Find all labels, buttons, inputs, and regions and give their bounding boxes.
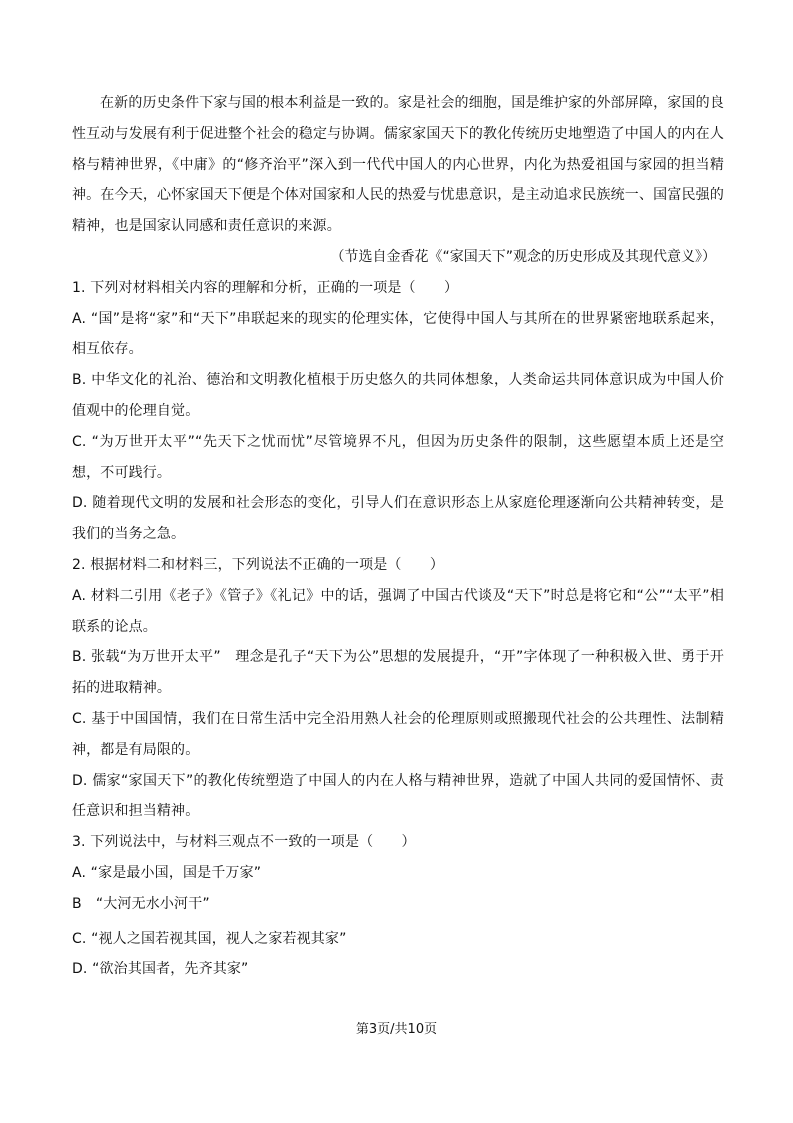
page-number-footer: 第3页/共10页	[355, 1022, 438, 1037]
option-d: D. “欲治其国者，先齐其家”	[72, 961, 249, 978]
option-b: B. 中华文化的礼治、德治和文明教化植根于历史悠久的共同体想象，人类命运共同体意识成为中国人价值观中的伦理自觉。	[72, 372, 724, 419]
question-2	[72, 550, 724, 827]
option-b: B. 张载“为万世开太平” 理念是孔子“天下为公”思想的发展提升，“开”字体现了一种积极入世、勇于开拓的进取精神。	[72, 649, 724, 697]
material-source: （节选自金香花《“家国天下”观念的历史形成及其现代意义》）	[330, 248, 716, 265]
option-b: B “大河无水小河干”	[72, 895, 210, 912]
option-d: D. 儒家“家国天下”的教化传统塑造了中国人的内在人格与精神世界，造就了中国人共同的爱国情怀、责任意识和担当精神。	[72, 772, 724, 820]
material-paragraph: 在新的历史条件下家与国的根本利益是一致的。家是社会的细胞，国是维护家的外部屏障，家国的良性互动与发展有利于促进整个社会的稳定与协调。儒家家国天下的教化传统历史地塑造了中国人的内在人格与精神世界，《中庸》的“修齐治平”深入到一代代中国人的内心世界，内化为热爱祖国与家园的担当精神。在今天，心怀家国天下便是个体对国家和人民的热爱与忧患意识，是主动追求民族统一、国富民强的精神，也是国家认同感和责任意识的来源。	[72, 95, 724, 235]
question-1	[72, 273, 724, 550]
question-3	[72, 827, 724, 985]
option-c: C. “视人之国若视其国，视人之家若视其家”	[72, 930, 347, 947]
option-a: A. “家是最小国，国是千万家”	[72, 864, 262, 881]
question-stem: 2. 根据材料二和材料三，下列说法不正确的一项是（ ）	[72, 556, 445, 573]
option-c: C. 基于中国国情，我们在日常生活中完全沿用熟人社会的伦理原则或照搬现代社会的公共理性、法制精神，都是有局限的。	[72, 710, 724, 758]
option-a: A. “国”是将“家”和“天下”串联起来的现实的伦理实体，它使得中国人与其所在的世界紧密地联系起来，相互依存。	[72, 310, 724, 358]
question-stem: 3. 下列说法中，与材料三观点不一致的一项是（ ）	[72, 834, 416, 851]
option-c: C. “为万世开太平”“先天下之忧而忧”尽管境界不凡，但因为历史条件的限制，这些愿望本质上还是空想，不可践行。	[72, 433, 724, 481]
option-d: D. 随着现代文明的发展和社会形态的变化，引导人们在意识形态上从家庭伦理逐渐向公共精神转变，是我们的当务之急。	[72, 495, 724, 543]
document-page	[72, 88, 724, 985]
option-a: A. 材料二引用《老子》《管子》《礼记》中的话，强调了中国古代谈及“天下”时总是将它和“公”“太平”相联系的论点。	[72, 587, 724, 635]
question-stem: 1. 下列对材料相关内容的理解和分析，正确的一项是（ ）	[72, 279, 459, 296]
